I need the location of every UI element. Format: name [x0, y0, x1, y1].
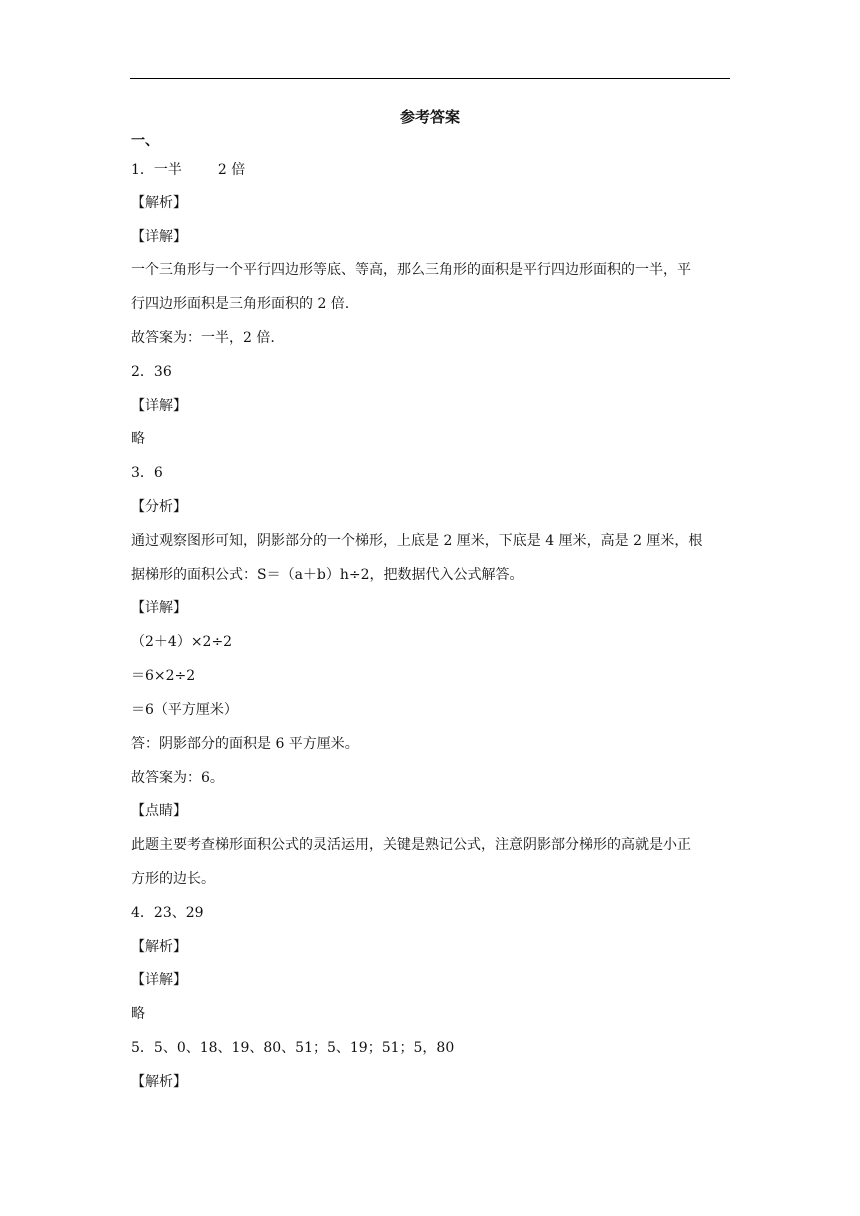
body-text: 此题主要考查梯形面积公式的灵活运用，关键是熟记公式，注意阴影部分梯形的高就是小正	[131, 837, 691, 853]
body-text: 答：阴影部分的面积是 6 平方厘米。	[131, 736, 359, 752]
label-jiexi: 【解析】	[131, 1074, 187, 1090]
body-text: 通过观察图形可知，阴影部分的一个梯形，上底是 2 厘米，下底是 4 厘米，高是 2 厘米，根	[131, 533, 703, 549]
body-text: 略	[131, 1006, 145, 1022]
section-heading: 一、	[131, 133, 159, 149]
formula-line: （2＋4）×2÷2	[131, 634, 233, 650]
formula-line: ＝6（平方厘米）	[131, 702, 238, 718]
header-rule	[130, 78, 730, 79]
answer-1-part-1: 1．一半	[131, 162, 182, 178]
label-xiangjie: 【详解】	[131, 600, 187, 616]
label-jiexi: 【解析】	[131, 195, 187, 211]
formula-line: ＝6×2÷2	[131, 668, 196, 684]
label-xiangjie: 【详解】	[131, 972, 187, 988]
body-text: 略	[131, 431, 145, 447]
body-text: 方形的边长。	[131, 871, 215, 887]
label-fenxi: 【分析】	[131, 499, 187, 515]
answer-1-part-2: 2 倍	[217, 162, 246, 178]
label-xiangjie: 【详解】	[131, 229, 187, 245]
label-jiexi: 【解析】	[131, 939, 187, 955]
body-text: 行四边形面积是三角形面积的 2 倍.	[131, 296, 350, 312]
label-xiangjie: 【详解】	[131, 398, 187, 414]
label-dianjing: 【点睛】	[131, 803, 187, 819]
answer-5: 5．5、0、18、19、80、51；5、19；51；5，80	[131, 1040, 455, 1056]
answer-4: 4．23、29	[131, 905, 204, 921]
answer-2: 2．36	[131, 364, 172, 380]
answer-1	[131, 159, 245, 179]
body-text: 故答案为：一半，2 倍.	[131, 330, 275, 346]
body-text: 故答案为：6。	[131, 770, 224, 786]
body-text: 一个三角形与一个平行四边形等底、等高，那么三角形的面积是平行四边形面积的一半，平	[131, 262, 691, 278]
answer-3: 3．6	[131, 465, 163, 481]
body-text: 据梯形的面积公式：S＝（a＋b）h÷2，把数据代入公式解答。	[131, 567, 524, 583]
page-title: 参考答案	[399, 108, 460, 126]
